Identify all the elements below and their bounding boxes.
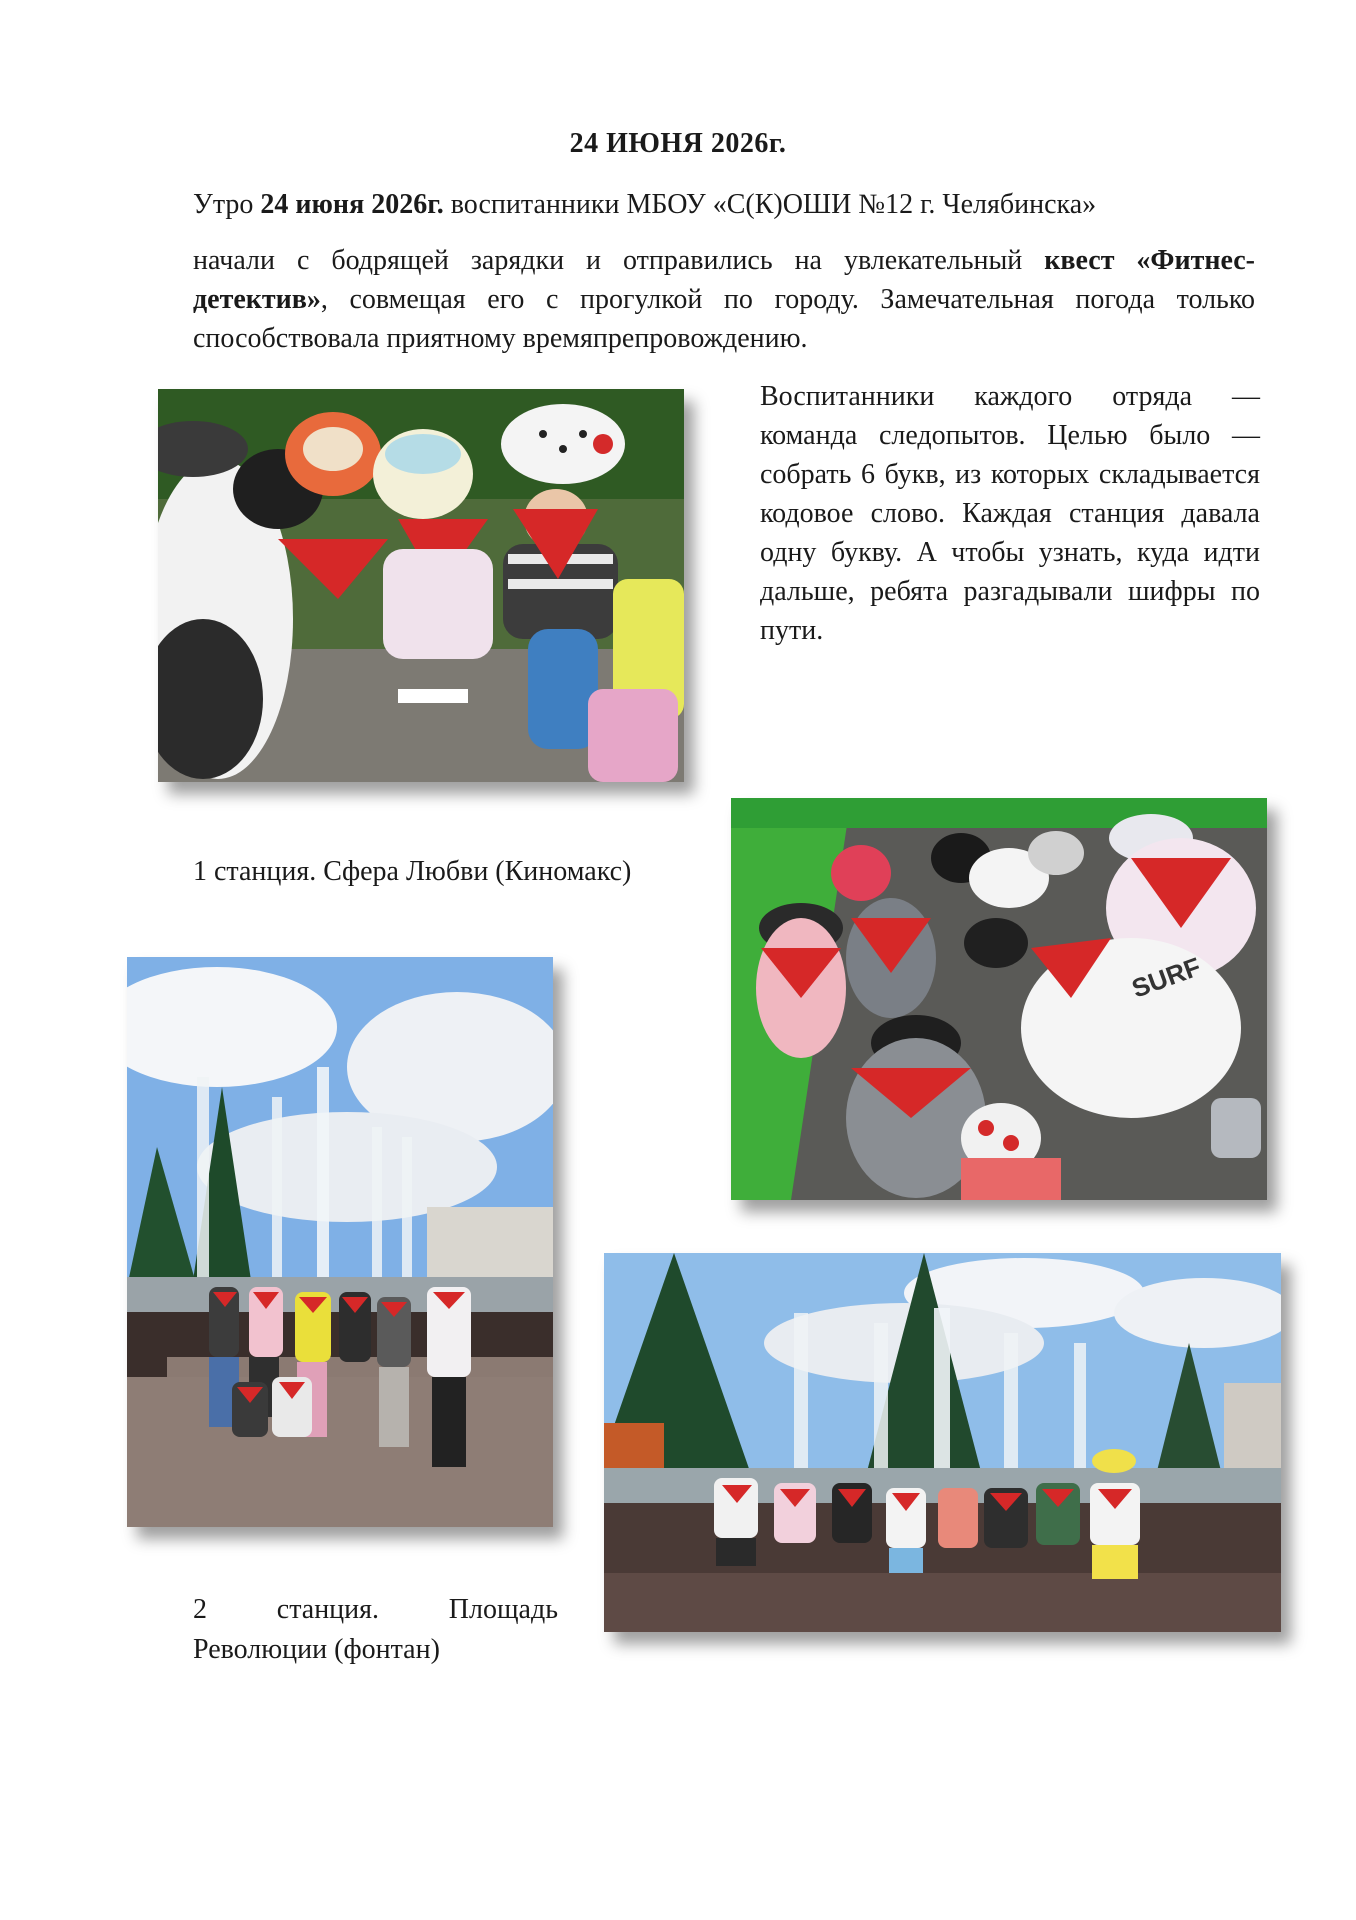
quest-name: квест «Фитнес-детектив» bbox=[193, 245, 1256, 315]
page-title: 24 ИЮНЯ 2026г. bbox=[569, 128, 787, 159]
teams-paragraph: Воспитанники каждого отряда — команда следопытов. Целью было — собрать 6 букв, из которых складывается кодовое слово. Каждая станция давала одну букву. А чтобы узнать, куда идти дальше, ребята разгадывали шифры по пути. bbox=[760, 381, 1260, 646]
station2-word3: Площадь bbox=[448, 1594, 558, 1625]
photo-kids-huddle bbox=[158, 389, 684, 782]
station2-caption-line1 bbox=[193, 1590, 558, 1630]
quest-text-start: начали с бодрящей зарядки и отправились на увлекательный bbox=[193, 245, 1045, 276]
station2-caption bbox=[193, 1590, 558, 1670]
intro-line bbox=[193, 185, 1263, 224]
photo-group-fountain-portrait bbox=[127, 957, 553, 1527]
station1-caption: 1 станция. Сфера Любви (Киномакс) bbox=[193, 856, 632, 887]
photo-group-fountain-landscape bbox=[604, 1253, 1281, 1632]
svg-text:SURF: SURF bbox=[1127, 951, 1205, 1004]
station2-word1: 2 bbox=[193, 1594, 207, 1625]
photo-kids-grass bbox=[731, 798, 1267, 1200]
intro-suffix: воспитанники МБОУ «С(К)ОШИ №12 г. Челябинска» bbox=[443, 189, 1097, 220]
intro-date: 24 июня 2026г. bbox=[260, 189, 444, 220]
station2-caption-line2: Революции (фонтан) bbox=[193, 1634, 440, 1665]
quest-paragraph bbox=[193, 241, 1255, 358]
intro-prefix: Утро bbox=[193, 189, 261, 220]
quest-text-end: , совмещая его с прогулкой по городу. Замечательная погода только способствовала приятному времяпрепровождению. bbox=[193, 284, 1255, 354]
station2-word2: станция. bbox=[276, 1594, 380, 1625]
